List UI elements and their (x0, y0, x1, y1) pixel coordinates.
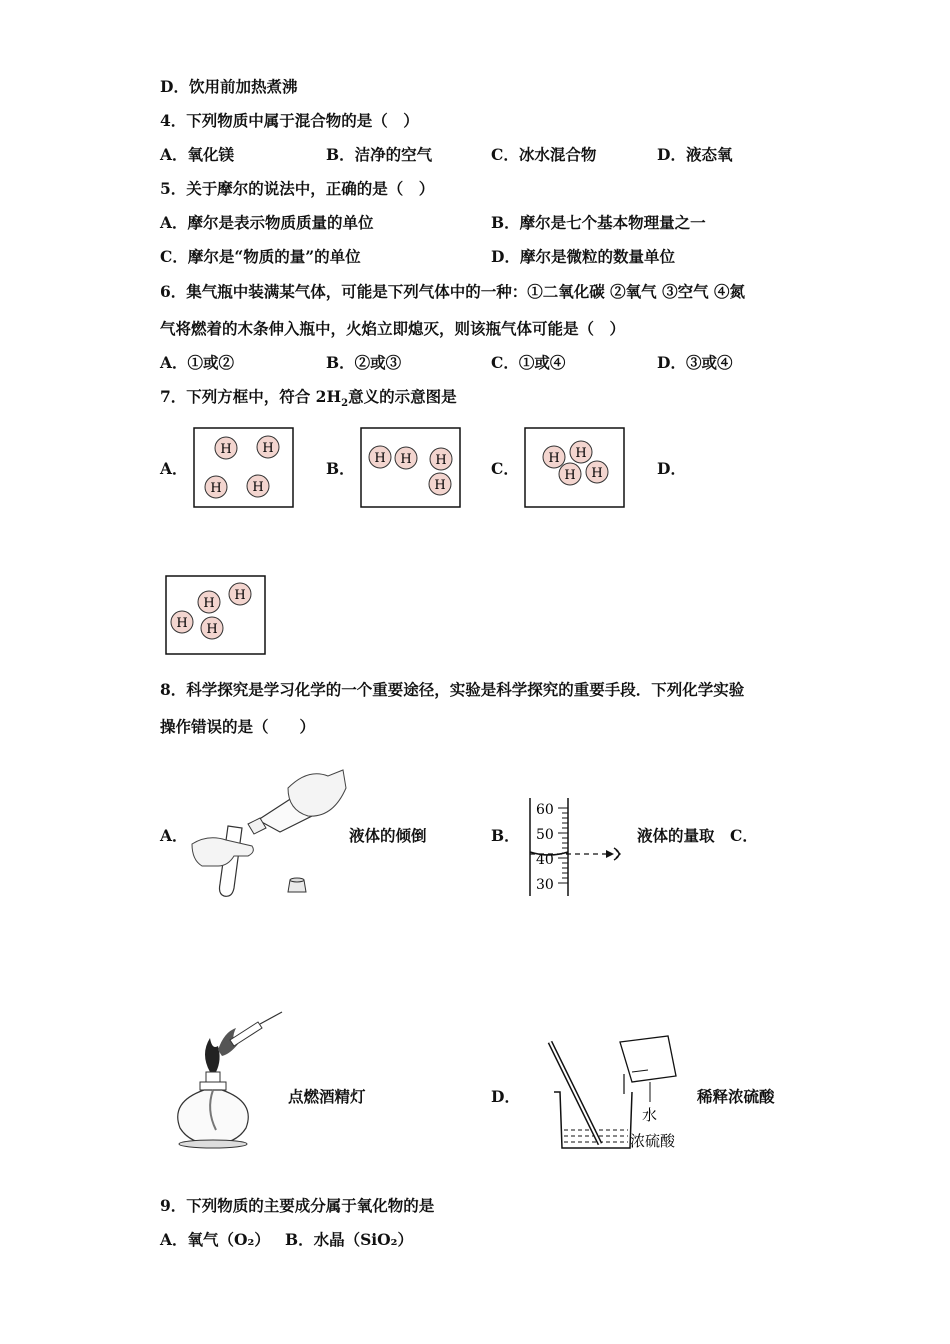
h-atom-label: H (400, 452, 412, 467)
tick-label: 40 (536, 852, 554, 868)
lamp-body (178, 1090, 249, 1144)
q7-label-a: A． (160, 459, 188, 478)
q7-diagram-c (524, 427, 625, 508)
q5-option-d: D．摩尔是微粒的数量单位 (491, 247, 675, 266)
tick-label: 30 (536, 877, 554, 893)
q7-stem: 7．下列方框中，符合 $2H_2$意义的示意图是 (160, 387, 457, 410)
h-atom-label: H (575, 446, 587, 461)
q8-caption-b: 液体的量取 (637, 826, 715, 845)
eye-icon (614, 848, 620, 860)
tick-label: 50 (536, 827, 554, 843)
q8-label-b: B． (491, 826, 520, 845)
stopper-top (290, 878, 304, 882)
q5-option-c: C．摩尔是“物质的量”的单位 (160, 247, 361, 266)
q8-image-pouring (188, 748, 348, 904)
h-atom-label: H (262, 441, 274, 456)
lamp-cap (200, 1082, 226, 1090)
wick-holder (206, 1072, 220, 1082)
lamp-base (179, 1140, 247, 1148)
q8-label-c: C． (730, 826, 758, 845)
h-atom-label: H (435, 453, 447, 468)
h-atom-label: H (220, 442, 232, 457)
h-atom-label: H (234, 588, 246, 603)
acid-label: 浓硫酸 (630, 1132, 676, 1150)
h-atom-label: H (434, 478, 446, 493)
tick-label: 60 (536, 802, 554, 818)
h-atom-label: H (591, 466, 603, 481)
q6-stem-line2: 气将燃着的木条伸入瓶中，火焰立即熄灭，则该瓶气体可能是（ ） (160, 319, 626, 338)
h-atom-label: H (203, 596, 215, 611)
q6-option-c: C．①或④ (491, 353, 566, 372)
q6-option-a: A．①或② (160, 353, 235, 372)
q8-caption-d: 稀释浓硫酸 (697, 1087, 775, 1106)
q7-label-d: D． (657, 459, 686, 478)
left-hand (192, 838, 253, 866)
water-label: 水 (642, 1106, 658, 1124)
cylinder-graduations (558, 808, 568, 883)
right-hand (288, 770, 346, 816)
q5-option-a: A．摩尔是表示物质质量的单位 (160, 213, 374, 232)
q8-stem-line2: 操作错误的是（ ） (160, 717, 316, 736)
q8-label-a: A． (160, 826, 188, 845)
q6-option-b: B．②或③ (326, 353, 402, 372)
q8-caption-a: 液体的倾倒 (349, 826, 427, 845)
h-atom-label: H (206, 622, 218, 637)
q4-option-c: C．冰水混合物 (491, 145, 597, 164)
h-atom-label: H (374, 451, 386, 466)
q7-diagram-a (193, 427, 294, 508)
q4-stem: 4．下列物质中属于混合物的是（ ） (160, 111, 419, 130)
h-atom-label: H (176, 616, 188, 631)
sight-arrow (606, 850, 614, 858)
h-atom-label: H (548, 451, 560, 466)
q8-image-cylinder (520, 790, 635, 900)
q5-stem: 5．关于摩尔的说法中，正确的是（ ） (160, 179, 435, 198)
q9-option-a: A．氧气（O₂） (160, 1230, 270, 1249)
q4-option-a: A．氧化镁 (160, 145, 235, 164)
q6-option-d: D．③或④ (657, 353, 733, 372)
q7-label-c: C． (491, 459, 519, 478)
q4-option-b: B．洁净的空气 (326, 145, 433, 164)
q8-label-d: D． (491, 1087, 520, 1106)
q5-option-b: B．摩尔是七个基本物理量之一 (491, 213, 706, 232)
h-atom-label: H (564, 468, 576, 483)
q8-image-dilution (520, 1020, 696, 1160)
q7-diagram-b (360, 427, 461, 508)
q8-caption-c: 点燃酒精灯 (288, 1087, 366, 1106)
q9-stem: 9．下列物质的主要成分属于氧化物的是 (160, 1196, 435, 1215)
q6-stem-line1: 6．集气瓶中装满某气体，可能是下列气体中的一种：①二氧化碳 ②氧气 ③空气 ④氮 (160, 282, 745, 301)
q4-option-d: D．液态氧 (657, 145, 733, 164)
h-atom-label: H (252, 480, 264, 495)
q7-label-b: B． (326, 459, 355, 478)
q7-diagram-d (165, 575, 266, 655)
h-atom-label: H (210, 481, 222, 496)
q8-stem-line1: 8．科学探究是学习化学的一个重要途径，实验是科学探究的重要手段．下列化学实验 (160, 680, 745, 699)
q9-option-b: B．水晶（SiO₂） (285, 1230, 413, 1249)
q3-option-d: D．饮用前加热煮沸 (160, 77, 298, 96)
q8-image-alcohol-lamp (160, 1010, 286, 1160)
